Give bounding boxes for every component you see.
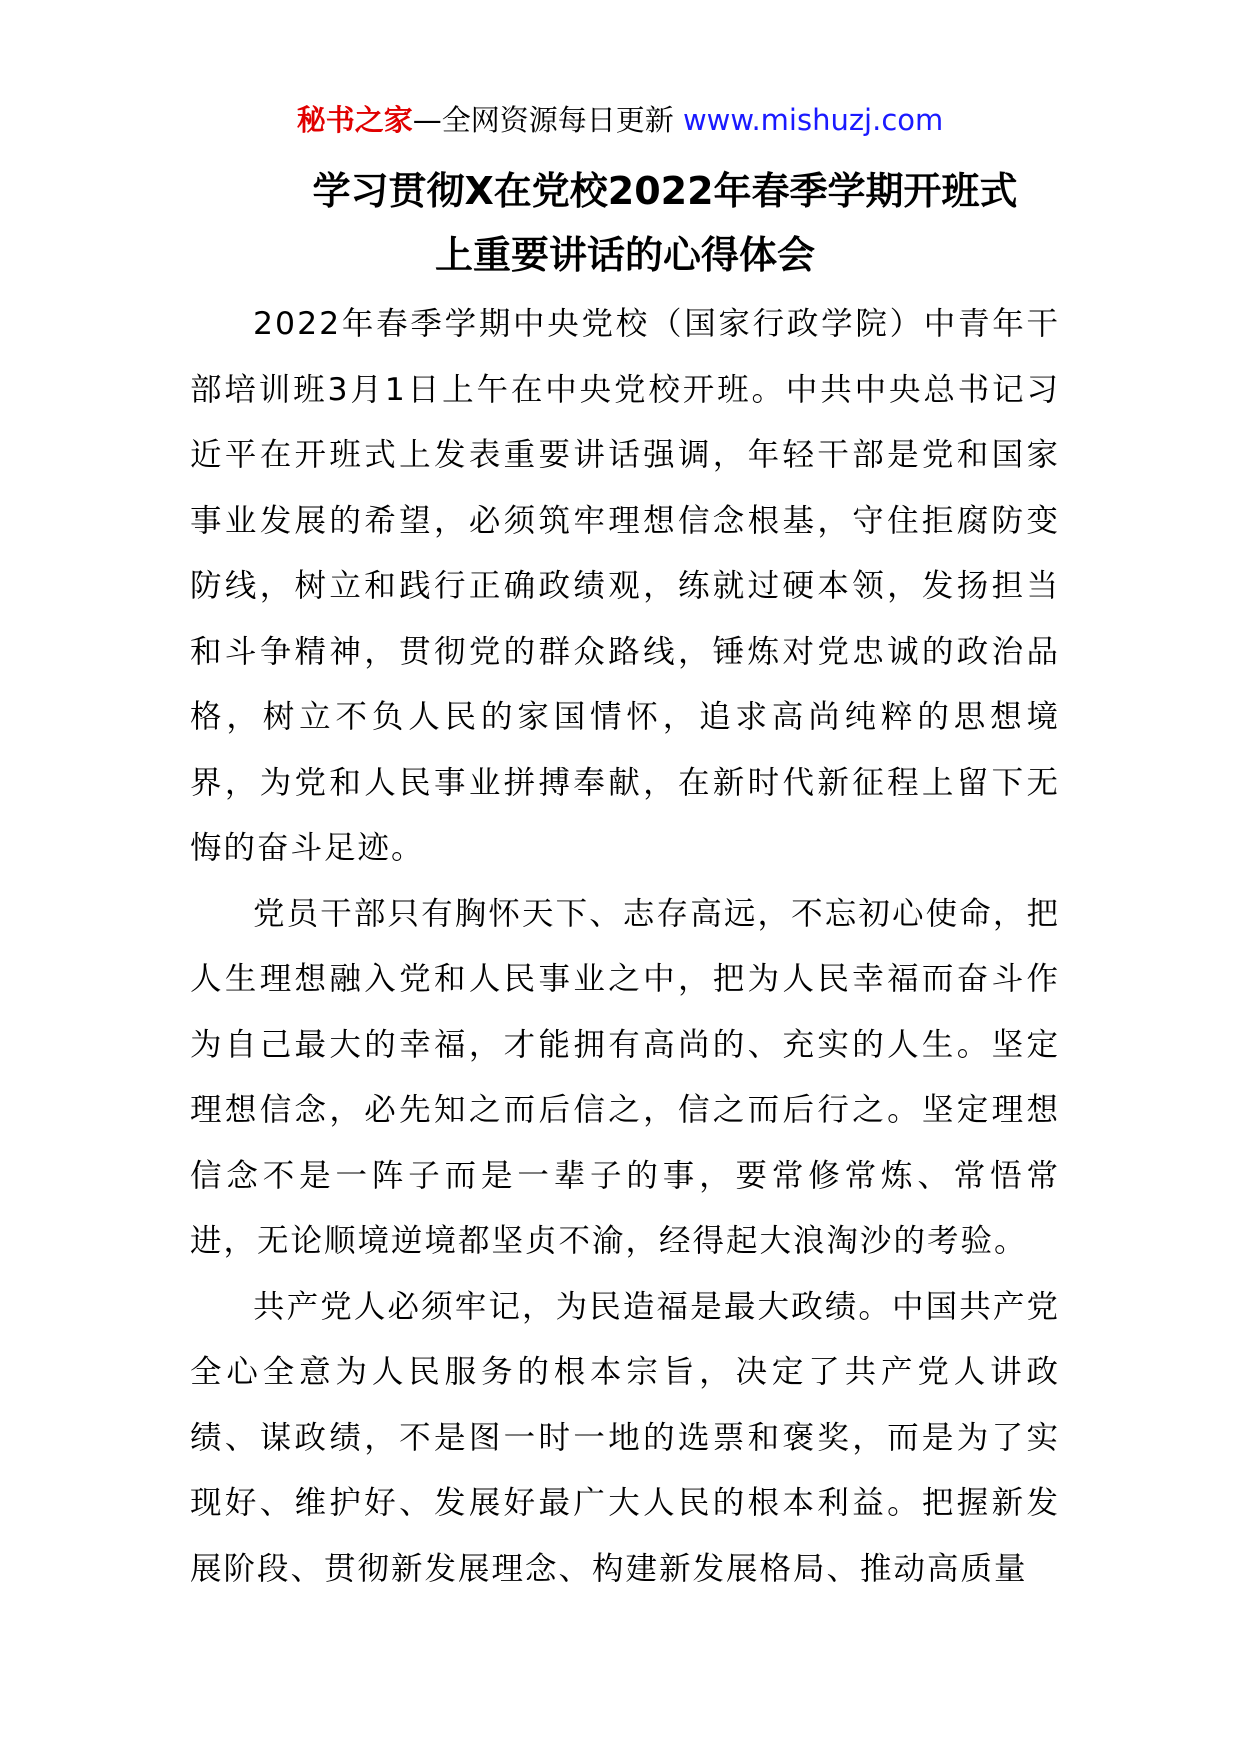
body-paragraph-1: 2022年春季学期中央党校（国家行政学院）中青年干部培训班3月1日上午在中央党校开班。中共中央总书记习近平在开班式上发表重要讲话强调，年轻干部是党和国家事业发展的希望，必须筑牢理想信念根基，守住拒腐防变防线，树立和践行正确政绩观，练就过硬本领，发扬担当和斗争精神，贯彻党的群众路线，锤炼对党忠诚的政治品格，树立不负人民的家国情怀，追求高尚纯粹的思想境界，为党和人民事业拼搏奉献，在新时代新征程上留下无悔的奋斗足迹。	[190, 306, 1060, 866]
page-header	[0, 100, 1240, 140]
body-paragraph-3: 共产党人必须牢记，为民造福是最大政绩。中国共产党全心全意为人民服务的根本宗旨，决定了共产党人讲政绩、谋政绩，不是图一时一地的选票和褒奖，而是为了实现好、维护好、发展好最广大人民的根本利益。把握新发展阶段、贯彻新发展理念、构建新发展格局、推动高质量	[190, 1288, 1060, 1587]
document-title-line-1: 学习贯彻X在党校2022年春季学期开班式	[312, 169, 1018, 213]
document-title-line-2: 上重要讲话的心得体会	[434, 233, 815, 277]
header-slogan: —全网资源每日更新	[412, 103, 674, 137]
document-body	[190, 292, 1060, 1602]
body-paragraph-2: 党员干部只有胸怀天下、志存高远，不忘初心使命，把人生理想融入党和人民事业之中，把为人民幸福而奋斗作为自己最大的幸福，才能拥有高尚的、充实的人生。坚定理想信念，必先知之而后信之，信之而后行之。坚定理想信念不是一阵子而是一辈子的事，要常修常炼、常悟常进，无论顺境逆境都坚贞不渝，经得起大浪淘沙的考验。	[190, 895, 1060, 1259]
brand-name: 秘书之家	[296, 103, 413, 137]
website-link[interactable]: www.mishuzj.com	[682, 103, 944, 137]
